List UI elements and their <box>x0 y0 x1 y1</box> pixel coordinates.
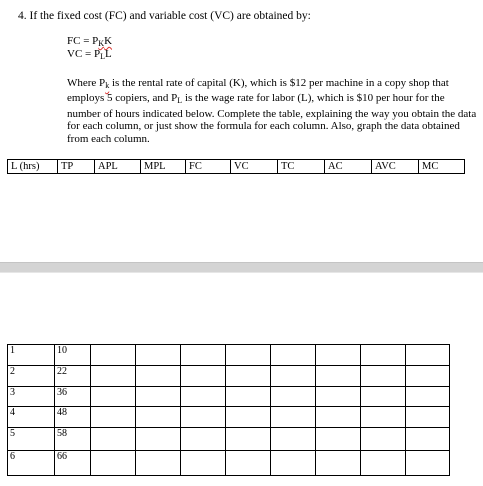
cell-tp: 36 <box>55 387 91 407</box>
header-cell-mpl: MPL <box>141 160 186 174</box>
formula-fc-lhs: FC = P <box>67 35 99 47</box>
cell-empty[interactable] <box>226 387 271 407</box>
cell-empty[interactable] <box>361 387 406 407</box>
header-cell-apl: APL <box>95 160 141 174</box>
formula-fc-rhs: K <box>104 35 113 47</box>
cell-l: 6 <box>8 451 55 476</box>
cell-l: 2 <box>8 366 55 387</box>
para-text-1: Where P <box>67 77 106 89</box>
cell-empty[interactable] <box>316 407 361 428</box>
header-cell-ac: AC <box>325 160 372 174</box>
cell-empty[interactable] <box>91 387 136 407</box>
table-row <box>8 451 450 476</box>
cell-empty[interactable] <box>91 366 136 387</box>
cell-empty[interactable] <box>181 451 226 476</box>
instructions-paragraph <box>67 77 479 145</box>
cell-empty[interactable] <box>271 428 316 451</box>
cell-l: 3 <box>8 387 55 407</box>
cell-empty[interactable] <box>136 345 181 366</box>
cell-tp: 48 <box>55 407 91 428</box>
cell-empty[interactable] <box>226 407 271 428</box>
formula-vc-rhs: L <box>105 48 112 60</box>
cell-empty[interactable] <box>361 451 406 476</box>
data-table <box>7 344 450 476</box>
para-sub-l: L <box>177 96 183 106</box>
table-row <box>8 366 450 387</box>
cell-l: 4 <box>8 407 55 428</box>
formula-vc <box>67 48 112 61</box>
cell-empty[interactable] <box>136 451 181 476</box>
cell-empty[interactable] <box>226 451 271 476</box>
cell-empty[interactable] <box>181 345 226 366</box>
cell-tp: 58 <box>55 428 91 451</box>
cell-empty[interactable] <box>226 428 271 451</box>
cell-empty[interactable] <box>91 345 136 366</box>
cell-empty[interactable] <box>361 345 406 366</box>
cell-empty[interactable] <box>316 387 361 407</box>
header-cell-mc: MC <box>419 160 465 174</box>
cell-empty[interactable] <box>316 366 361 387</box>
cell-l: 1 <box>8 345 55 366</box>
cell-empty[interactable] <box>91 428 136 451</box>
cell-empty[interactable] <box>361 428 406 451</box>
cell-tp: 22 <box>55 366 91 387</box>
cell-empty[interactable] <box>406 428 450 451</box>
formula-vc-sub: L <box>100 52 105 61</box>
cell-empty[interactable] <box>271 366 316 387</box>
page-break-gap <box>0 262 483 273</box>
cell-empty[interactable] <box>316 451 361 476</box>
formula-fc <box>67 35 112 48</box>
cell-empty[interactable] <box>91 407 136 428</box>
cell-empty[interactable] <box>181 387 226 407</box>
para-sub-k: k <box>105 81 110 90</box>
cell-empty[interactable] <box>181 428 226 451</box>
cell-empty[interactable] <box>136 387 181 407</box>
formula-vc-lhs: VC = P <box>67 48 101 60</box>
para-text-3: is the wage rate for labor (L), which is $10 per hour for the number of hours indicated below. Complete the table, explaining the way you obtain the data for each column, or just show the formula for each column. Also, graph the data obtained from each column. <box>67 92 477 145</box>
cell-empty[interactable] <box>406 451 450 476</box>
cell-empty[interactable] <box>406 387 450 407</box>
cell-empty[interactable] <box>181 366 226 387</box>
cell-tp: 10 <box>55 345 91 366</box>
cell-empty[interactable] <box>181 407 226 428</box>
cell-empty[interactable] <box>316 428 361 451</box>
cell-empty[interactable] <box>406 366 450 387</box>
para-text-2: is the rental rate of capital (K), which is $12 per machine in a copy shop that employs 5 copiers, and P <box>67 77 449 105</box>
cell-empty[interactable] <box>226 366 271 387</box>
formula-fc-sub: K <box>98 39 105 48</box>
cell-empty[interactable] <box>406 345 450 366</box>
cell-empty[interactable] <box>361 366 406 387</box>
header-cell-vc: VC <box>231 160 278 174</box>
header-table <box>7 159 465 174</box>
cell-l: 5 <box>8 428 55 451</box>
cell-empty[interactable] <box>271 387 316 407</box>
table-row <box>8 428 450 451</box>
cell-empty[interactable] <box>271 345 316 366</box>
header-row <box>8 160 465 174</box>
cell-tp: 66 <box>55 451 91 476</box>
table-row <box>8 407 450 428</box>
question-title: 4. If the fixed cost (FC) and variable cost (VC) are obtained by: <box>18 10 311 22</box>
header-cell-tc: TC <box>278 160 325 174</box>
cell-empty[interactable] <box>91 451 136 476</box>
header-cell-fc: FC <box>186 160 231 174</box>
cell-empty[interactable] <box>226 345 271 366</box>
cell-empty[interactable] <box>271 451 316 476</box>
cell-empty[interactable] <box>136 366 181 387</box>
cell-empty[interactable] <box>136 428 181 451</box>
table-row <box>8 387 450 407</box>
header-cell-avc: AVC <box>372 160 419 174</box>
cell-empty[interactable] <box>316 345 361 366</box>
table-row <box>8 345 450 366</box>
cell-empty[interactable] <box>271 407 316 428</box>
header-cell-tp: TP <box>58 160 95 174</box>
cell-empty[interactable] <box>361 407 406 428</box>
cell-empty[interactable] <box>406 407 450 428</box>
cell-empty[interactable] <box>136 407 181 428</box>
header-cell-l-hrs: L (hrs) <box>8 160 58 174</box>
